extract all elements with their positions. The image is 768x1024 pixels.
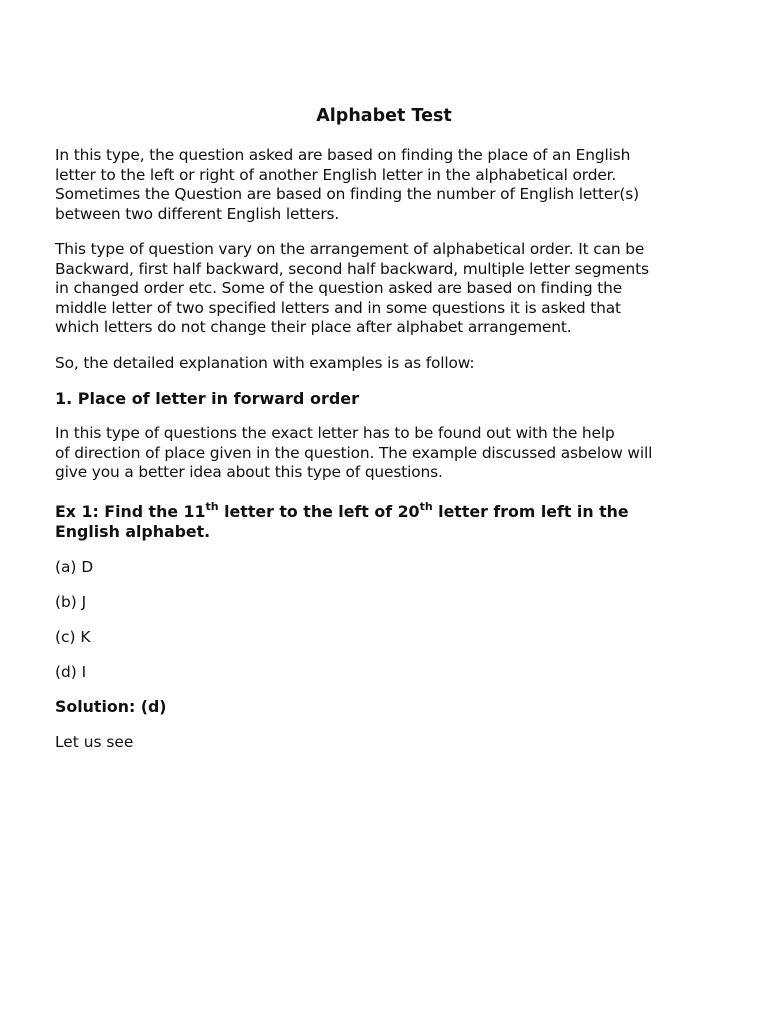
example-question-line: [55, 499, 735, 522]
text-line: This type of question vary on the arrangement of alphabetical order. It can be: [55, 240, 645, 258]
text-line: in changed order etc. Some of the question asked are based on finding the: [55, 279, 623, 297]
closing-text: Let us see: [55, 733, 134, 751]
text-line: of direction of place given in the question. The example discussed asbelow will: [55, 443, 653, 462]
option-a: (a) D: [55, 558, 94, 576]
text-line: So, the detailed explanation with examples is as follow:: [55, 354, 475, 372]
page-title: Alphabet Test: [316, 106, 452, 126]
text-line: letter to the left or right of another English letter in the alphabetical order.: [55, 165, 617, 184]
solution-label: Solution: (d): [55, 697, 167, 716]
arrangement-paragraph: [55, 240, 735, 338]
text-line: give you a better idea about this type of questions.: [55, 463, 443, 481]
text-line: middle letter of two specified letters and in some questions it is asked that: [55, 298, 621, 317]
option-c: (c) K: [55, 628, 91, 646]
text-line: Sometimes the Question are based on finding the number of English letter(s): [55, 185, 640, 203]
question-text: letter from left in the: [432, 502, 629, 521]
intro-paragraph: [55, 146, 735, 224]
text-line: Backward, first half backward, second half backward, multiple letter segments: [55, 259, 649, 278]
text-line: between two different English letters.: [55, 204, 340, 223]
text-line: which letters do not change their place after alphabet arrangement.: [55, 318, 572, 336]
option-d: (d) I: [55, 663, 87, 681]
section-heading: 1. Place of letter in forward order: [55, 389, 360, 408]
section-paragraph: [55, 424, 735, 483]
follow-paragraph: [55, 354, 735, 374]
option-b: (b) J: [55, 593, 87, 611]
question-text: Ex 1: Find the 11: [55, 502, 206, 521]
question-text: letter to the left of 20: [218, 502, 420, 521]
ordinal-suffix: th: [205, 499, 219, 513]
text-line: In this type, the question asked are based on finding the place of an English: [55, 146, 631, 164]
text-line: In this type of questions the exact letter has to be found out with the help: [55, 424, 615, 442]
ordinal-suffix: th: [419, 499, 433, 513]
example-question-line: English alphabet.: [55, 522, 211, 541]
example-question: [55, 499, 735, 542]
